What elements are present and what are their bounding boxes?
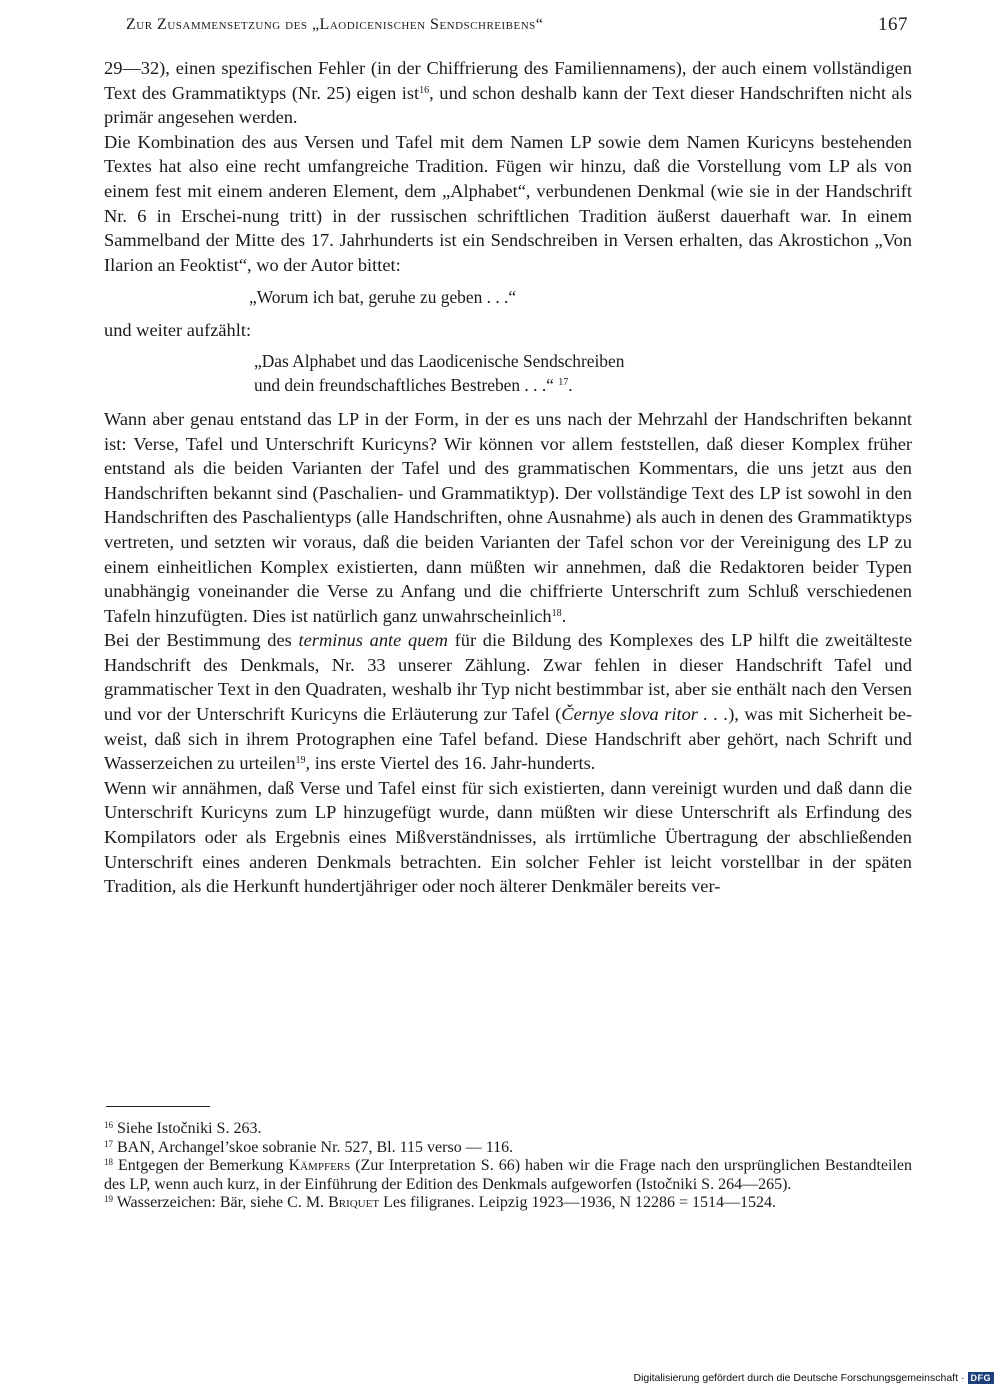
footnote-19: $^{19}$ Wasserzeichen: Bär, siehe C. M. Briquet Les filigranes. Leipzig 1923—1936, N 12286 = 1514—1524. — [104, 1194, 777, 1212]
paragraph-6: Wenn wir annähmen, daß Verse und Tafel einst für sich existierten, dann vereinigt wurden und daß dann die Unterschrift Kuricyns zum LP hinzugefügt wurde, dann müßten wir diese Unterschrift als Erfindung des Kompilators oder als Ergebnis eines Mißverständnisses, als irrtümliche Übertragung der abschließenden Unterschrift eines anderen Denkmals betrachten. Ein solcher Fehler ist leicht vorstellbar in der späten Tradition, als die Herkunft hundertjähriger oder noch älterer Denkmäler bereits ver- — [104, 777, 912, 897]
paragraph-3: und weiter aufzählt: — [104, 320, 252, 341]
running-header — [126, 16, 908, 44]
footnote-separator — [106, 1106, 210, 1107]
footnote-ref-17[interactable]: 17 — [558, 376, 569, 388]
verse-2-line-2: und dein freundschaftliches Bestreben . . .“ — [254, 374, 554, 395]
paragraph-5: Bei der Bestimmung des terminus ante quem für die Bildung des Komplexes des LP hilft die zweitälteste Handschrift des Denkmals, Nr. 33 unserer Zählung. Zwar fehlen in dieser Handschrift Tafel und grammatischer Text in den Quadraten, weshalb ihr Typ nicht bestimmbar ist, aber sie enthält nach den Versen und vor der Unterschrift Kuricyns die Erläuterung zur Tafel (Černye slova ritor . . .), was mit Sicherheit be-weist, daß sich in ihrem Protographen eine Tafel befand. Diese Handschrift aber gehört, nach Schrift und Wasserzeichen zu urteilen$^{19}$, ins erste Viertel des 16. Jahr-hunderts. — [104, 630, 913, 774]
running-title: Zur Zusammensetzung des „Laodicenischen Sendschreibens“ — [126, 16, 544, 33]
footnote-16: $^{16}$ Siehe Istočniki S. 263. — [104, 1120, 262, 1137]
footnote-ref-19[interactable]: 19 — [295, 755, 306, 767]
footnote-17: $^{17}$ BAN, Archangel’skoe sobranie Nr. 527, Bl. 115 verso — 116. — [104, 1138, 514, 1156]
digitization-banner: Digitalisierung gefördert durch die Deutsche Forschungsgemeinschaft · DFG — [633, 1372, 994, 1384]
footnote-18: $^{18}$ Entgegen der Bemerkung Kämpfers (Zur Interpretation S. 66) haben wir die Frage nach den ursprünglichen Bestandteilen des LP, wenn auch kurz, in der Einführung der Edition des Denkmals aufgeworfen (Istočniki S. 264—265). — [104, 1157, 913, 1193]
footnotes — [104, 1120, 912, 1213]
footnote-ref-18[interactable]: 18 — [551, 607, 562, 619]
paragraph-1: 29—32), einen spezifischen Fehler (in der Chiffrierung des Familiennamens), der auch einem vollständigen Text des Grammatiktyps (Nr. 25) eigen ist$^{16}$, und schon deshalb kann der Text dieser Handschriften nicht als primär angesehen werden. — [104, 58, 912, 128]
verse-2-line-1: „Das Alphabet und das Laodicenische Sendschreiben — [254, 350, 625, 371]
dfg-logo: DFG — [968, 1372, 995, 1384]
verse-quote-2: „Das Alphabet und das Laodicenische Sendschreiben und dein freundschaftliches Bestreben . . .“ $^{17}$. — [104, 349, 912, 397]
main-text — [104, 56, 912, 899]
paragraph-4: Wann aber genau entstand das LP in der Form, in der es uns nach der Mehrzahl der Handschriften bekannt ist: Verse, Tafel und Unterschrift Kuricyns? Wir können vor allem feststellen, daß dieser Komplex früher entstand als die beiden Varianten der Tafel und des grammatischen Kommentars, die uns jetzt aus den Handschriften bekannt sind (Paschalien- und Grammatiktyp). Der vollständige Text des LP ist sowohl in den Handschriften des Paschalientyps (alle Handschriften, ohne Ausnahme) als auch in denen des Grammatiktyps vertreten, und setzten wir voraus, daß die beiden Varianten der Tafel schon vor der Vereinigung des LP zu einem einheitlichen Komplex existierten, dann müßten wir annehmen, daß die Redaktoren beider Typen unabhängig voneinander die Verse zu Anfang und die chiffrierte Unterschrift zum Schluß verschiedenen Tafeln hinzufügten. Dies ist natürlich ganz unwahrscheinlich$^{18}$. — [104, 408, 912, 626]
paragraph-2: Die Kombination des aus Versen und Tafel mit dem Namen LP sowie dem Namen Kuricyns bestehenden Textes hat also eine recht umfangreiche Tradition. Fügen wir hinzu, daß die Vorstellung vom LP als von einem fest mit einem anderen Element, dem „Alphabet“, verbundenen Denkmal (wie sie in der Handschrift Nr. 6 in Erschei-nung tritt) in der russischen schriftlichen Tradition äußerst dauerhaft war. In einem Sammelband der Mitte des 17. Jahrhunderts ist ein Sendschreiben in Versen erhalten, das Akrostichon „Von Ilarion an Feoktist“, wo der Autor bittet: — [104, 131, 912, 275]
banner-text: Digitalisierung gefördert durch die Deutsche Forschungsgemeinschaft — [633, 1372, 958, 1384]
footnote-ref-16[interactable]: 16 — [419, 84, 430, 96]
page-number: 167 — [878, 14, 908, 35]
verse-quote-1: „Worum ich bat, geruhe zu geben . . .“ — [249, 287, 517, 308]
